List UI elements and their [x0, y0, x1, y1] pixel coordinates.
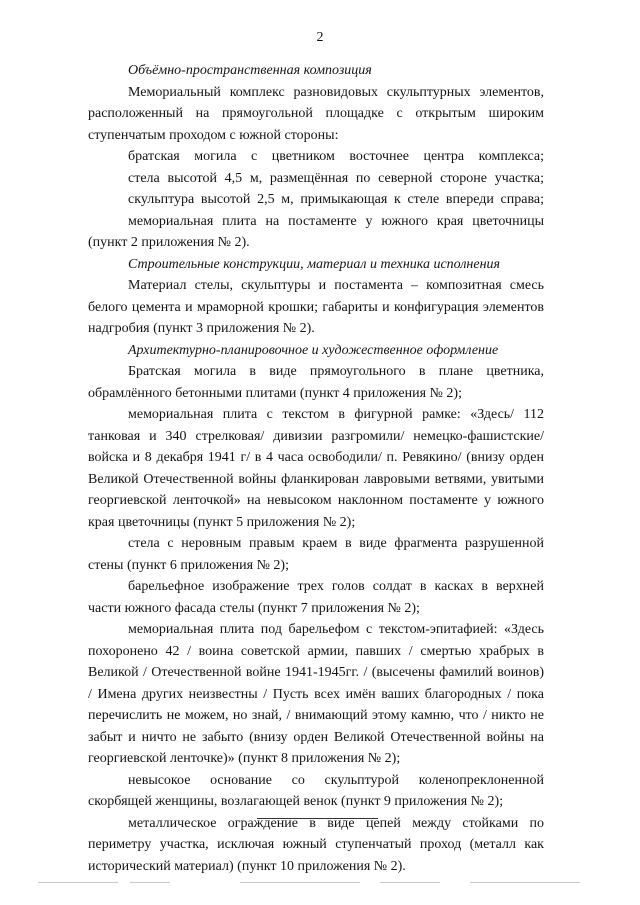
list-item: невысокое основание со скульптурой коленопреклоненной скорбящей женщины, возлагающей венок (пункт 9 приложения № 2);	[88, 772, 544, 809]
list-item: металлическое ограждение в виде цепей между стойками по периметру участка, исключая южный ступенчатый проход (металл как исторический материал) (пункт 10 приложения № 2).	[88, 815, 544, 874]
document-body	[88, 60, 544, 877]
list-item: скульптура высотой 2,5 м, примыкающая к стеле впереди справа;	[128, 192, 544, 207]
page-number: 2	[316, 30, 324, 45]
list-item: мемориальная плита под барельефом с текстом-эпитафией: «Здесь похоронено 42 / воина советской армии, павших / смертью храбрых в Великой / Отечественной войне 1941-1945гг. / (высечены фамилий воинов) / Имена других неизвестны / Пусть всех имён ваших благородных / пока перечислить не можем, но знай, / внимающий этому камню, что / никто не забыт и ничто не забыто (внизу орден Великой Отечественной войны на георгиевской ленточке)» (пункт 8 приложения № 2);	[88, 622, 544, 766]
section-heading-materials: Строительные конструкции, материал и техника исполнения	[128, 256, 501, 272]
list-item: стела с неровным правым краем в виде фрагмента разрушенной стены (пункт 6 приложения № 2);	[88, 536, 544, 573]
list-item: мемориальная плита с текстом в фигурной рамке: «Здесь/ 112 танковая и 340 стрелковая/ дивизии разгромили/ немецко-фашистские/ войска и 8 декабря 1941 г/ в 4 часа освободили/ п. Ревякино/ (внизу орден Великой Отечественной войны фланкирован лавровыми ветвями, увитыми георгиевской ленточкой» на невысоком наклонном постаменте у южного края цветочницы (пункт 5 приложения № 2);	[88, 407, 544, 530]
section-heading-composition: Объёмно-пространственная композиция	[128, 63, 372, 78]
scan-noise	[0, 882, 640, 888]
list-item: барельефное изображение трех голов солдат в касках в верхней части южного фасада стелы (пункт 7 приложения № 2);	[88, 579, 544, 616]
list-item: Братская могила в виде прямоугольного в плане цветника, обрамлённого бетонными плитами (пункт 4 приложения № 2);	[88, 364, 544, 401]
list-item: братская могила с цветником восточнее центра комплекса;	[128, 149, 544, 164]
paragraph: Материал стелы, скульптуры и постамента – композитная смесь белого цемента и мраморной крошки; габариты и конфигурация элементов надгробия (пункт 3 приложения № 2).	[88, 278, 544, 336]
closing-divider	[257, 818, 378, 819]
list-item: мемориальная плита на постаменте у южного края цветочницы (пункт 2 приложения № 2).	[88, 213, 544, 250]
list-item: стела высотой 4,5 м, размещённая по северной стороне участка;	[128, 170, 544, 186]
section-heading-design: Архитектурно-планировочное и художественное оформление	[128, 342, 499, 358]
paragraph: Мемориальный комплекс разновидовых скульптурных элементов, расположенный на прямоугольной площадке с открытым широким ступенчатым проходом с южной стороны:	[88, 84, 544, 143]
